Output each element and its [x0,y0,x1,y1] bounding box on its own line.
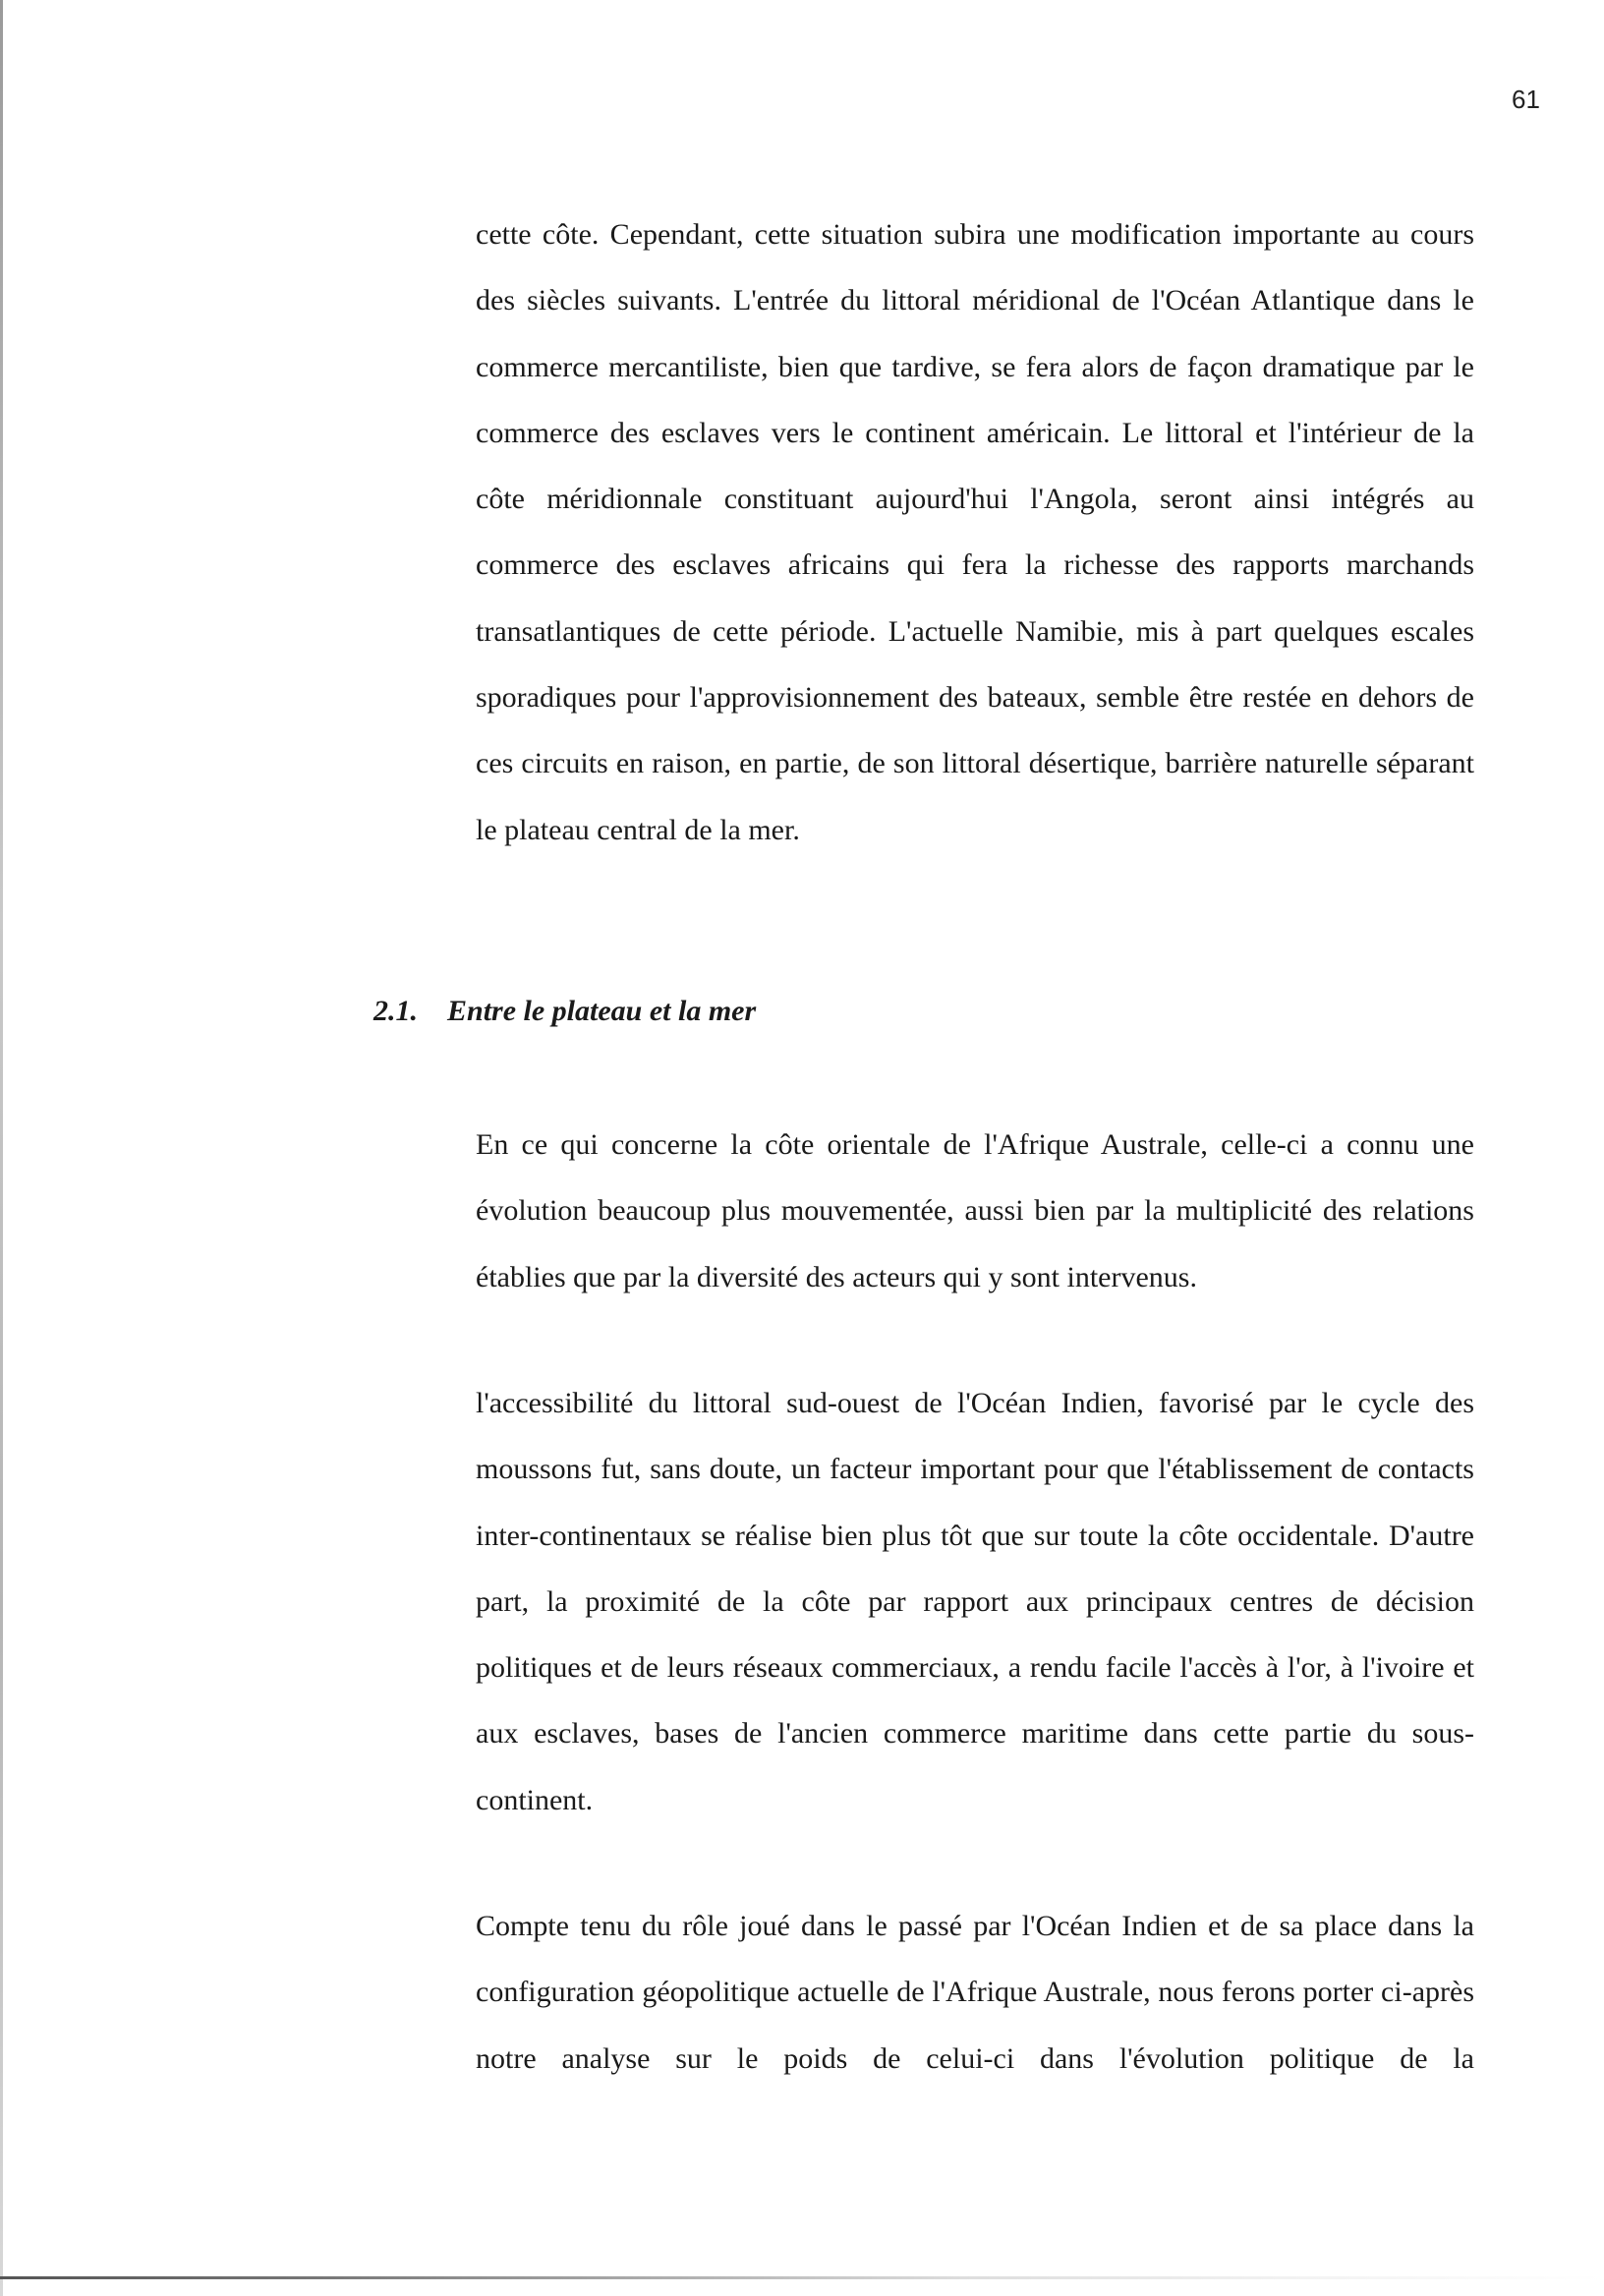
section-number: 2.1. [373,995,418,1027]
scan-edge-left [0,0,3,2296]
scan-edge-bottom [0,2276,1604,2279]
paragraph-4: Compte tenu du rôle joué dans le passé par l'Océan Indien et de sa place dans la configuration géopolitique actuelle de l'Afrique Australe, nous ferons porter ci-après notre analyse sur le poids de celui-ci dans l'évolution politique de la [476,1910,1474,2075]
section-title: Entre le plateau et la mer [447,995,757,1027]
paragraph-3: l'accessibilité du littoral sud-ouest de l'Océan Indien, favorisé par le cycle des moussons fut, sans doute, un facteur important pour que l'établissement de contacts inter-continentaux se réalise bien plus tôt que sur toute la côte occidentale. D'autre part, la proximité de la côte par rapport aux principaux centres de décision politiques et de leurs réseaux commerciaux, a rendu facile l'accès à l'or, à l'ivoire et aux esclaves, bases de l'ancien commerce maritime dans cette partie du sous-continent. [476,1387,1474,1816]
page-number: 61 [1512,85,1540,114]
paragraph-2: En ce qui concerne la côte orientale de l'Afrique Australe, celle-ci a connu une évolution beaucoup plus mouvementée, aussi bien par la multiplicité des relations établies que par la diversité des acteurs qui y sont intervenus. [476,1128,1474,1293]
section-heading [373,995,756,1028]
paragraph-1: cette côte. Cependant, cette situation subira une modification importante au cours des siècles suivants. L'entrée du littoral méridional de l'Océan Atlantique dans le commerce mercantiliste, bien que tardive, se fera alors de façon dramatique par le commerce des esclaves vers le continent américain. Le littoral et l'intérieur de la côte méridionnale constituant aujourd'hui l'Angola, seront ainsi intégrés au commerce des esclaves africains qui fera la richesse des rapports marchands transatlantiques de cette période. L'actuelle Namibie, mis à part quelques escales sporadiques pour l'approvisionnement des bateaux, semble être restée en dehors de ces circuits en raison, en partie, de son littoral désertique, barrière naturelle séparant le plateau central de la mer. [476,218,1474,846]
